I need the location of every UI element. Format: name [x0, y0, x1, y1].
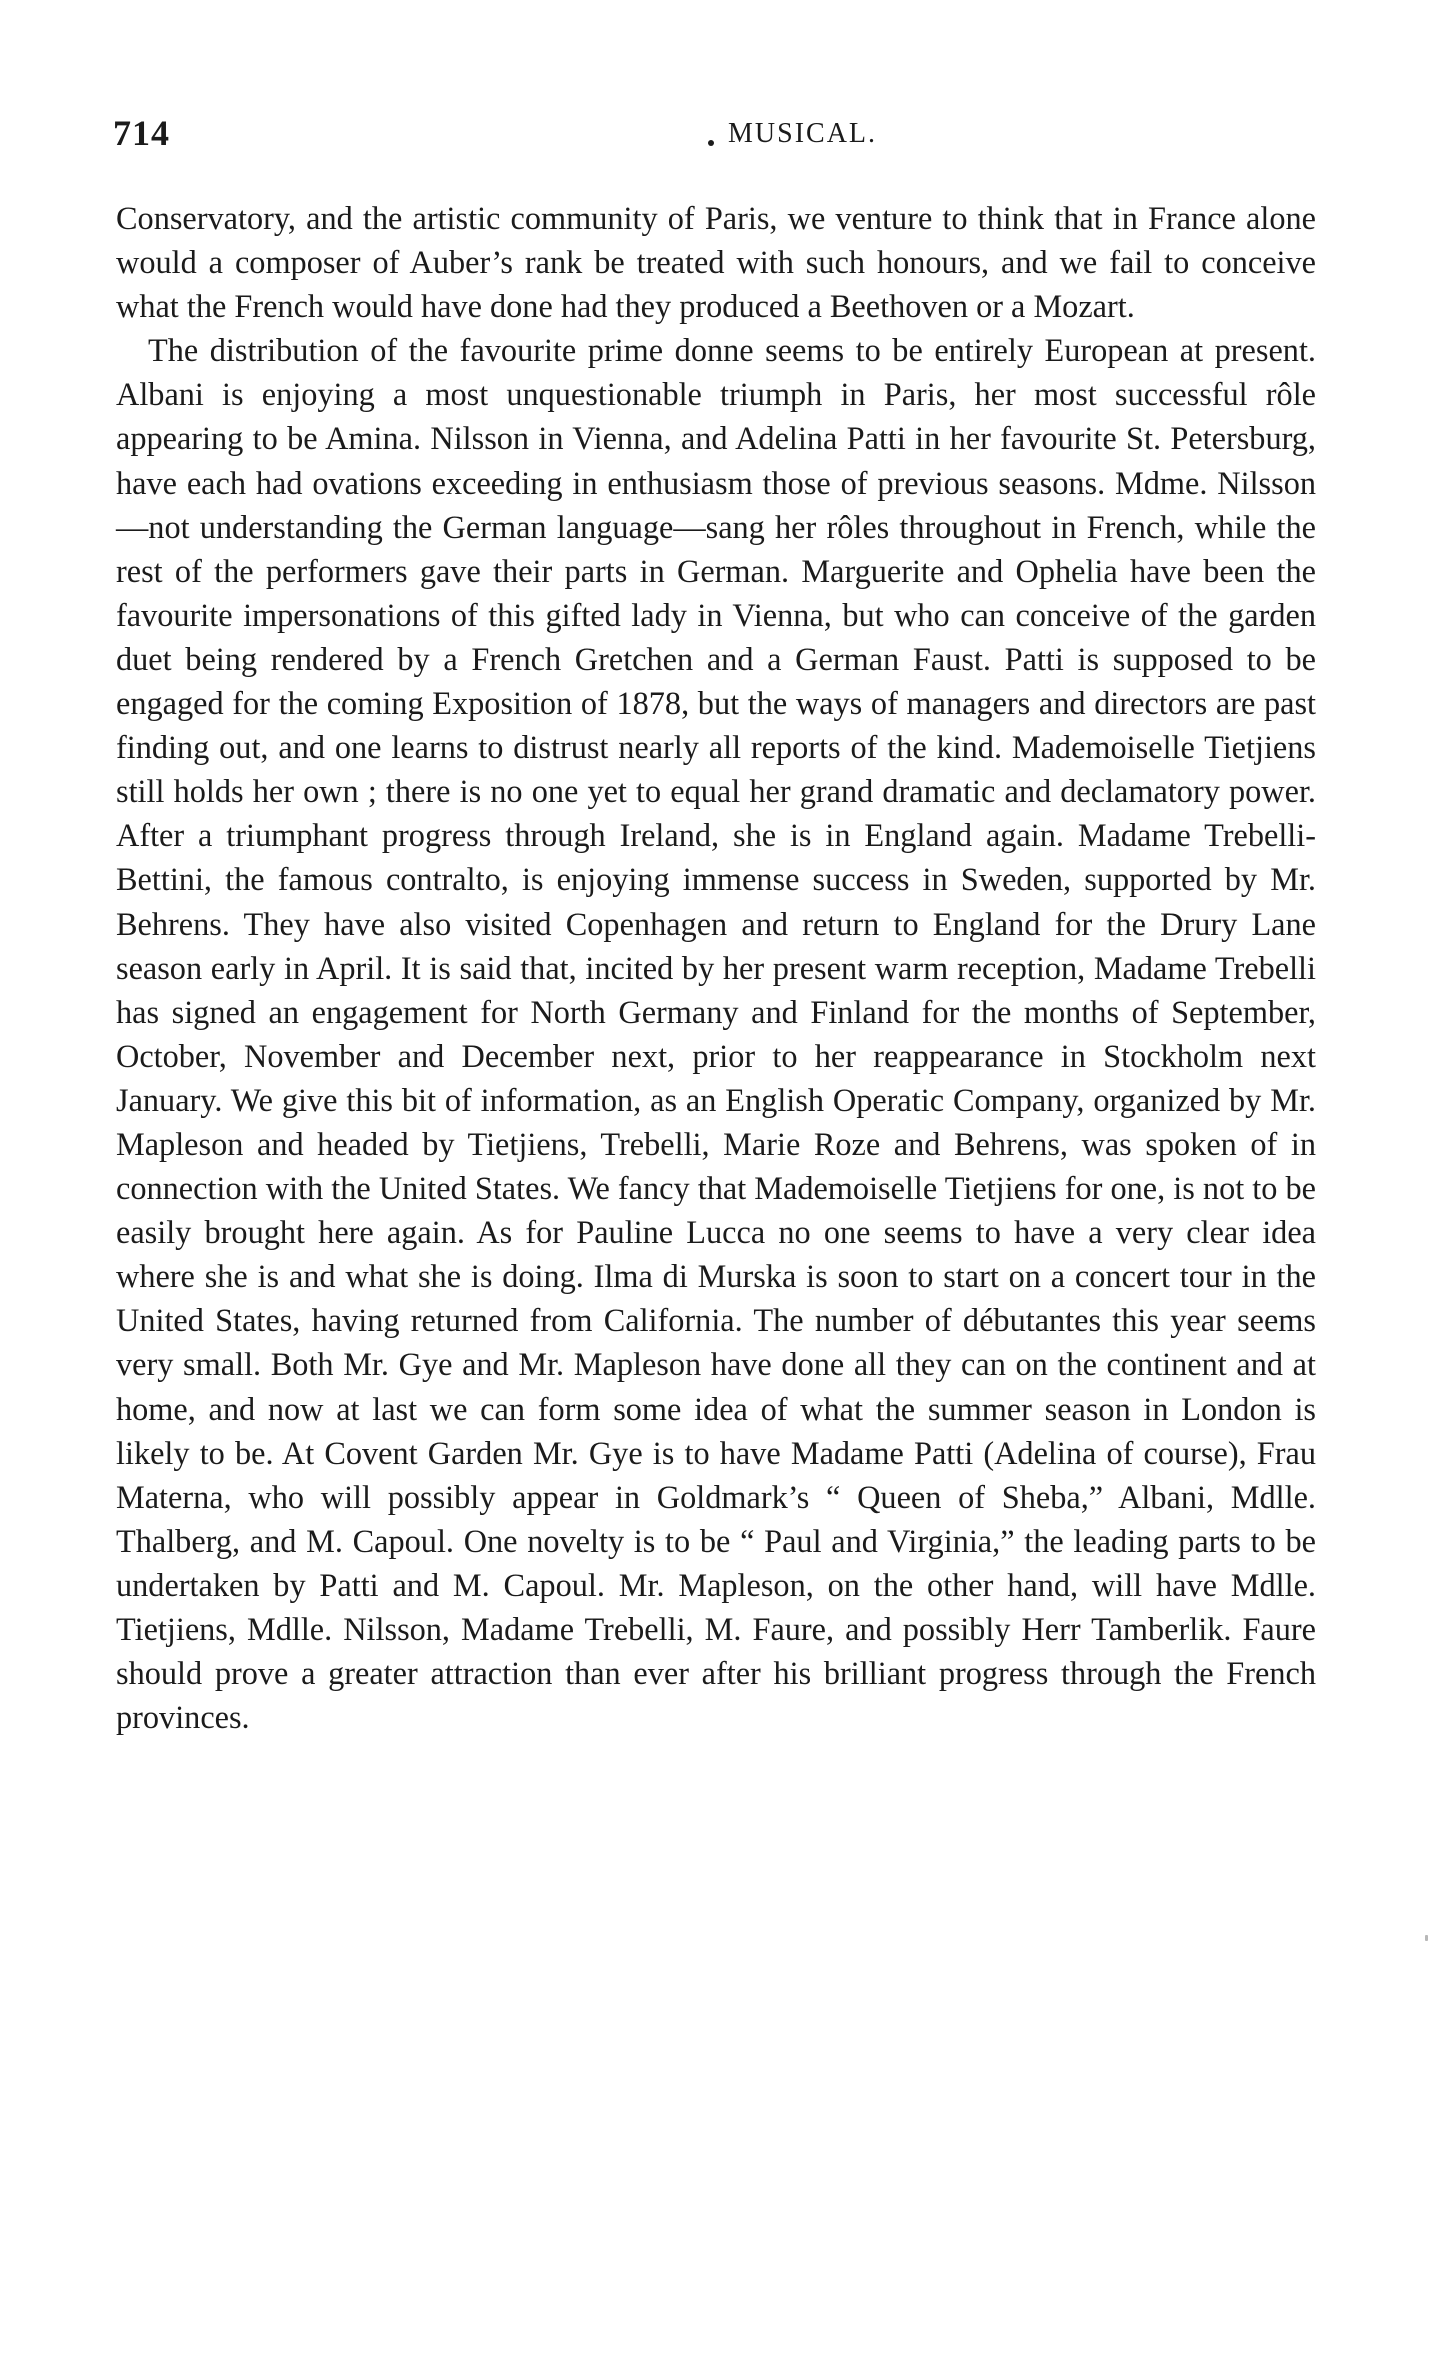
article-body	[116, 196, 1316, 1739]
paragraph-continuation: Conservatory, and the artistic community of Paris, we venture to think that in France alone would a composer of Auber’s rank be treated with such honours, and we fail to conceive what the French would have done had they produced a Beethoven or a Mozart.	[116, 200, 1316, 325]
paragraph-prime-donne: The distribution of the favourite prime donne seems to be entirely European at present. Albani is enjoying a most unquestionable triumph in Paris, her most successful rôle appearing to be Amina. Nilsson in Vienna, and Adelina Patti in her favourite St. Petersburg, have each had ovations exceeding in enthusiasm those of previous seasons. Mdme. Nilsson—not understanding the German language—sang her rôles throughout in French, while the rest of the performers gave their parts in German. Marguerite and Ophelia have been the favourite impersonations of this gifted lady in Vienna, but who can conceive of the garden duet being rendered by a French Gretchen and a German Faust. Patti is supposed to be engaged for the coming Exposition of 1878, but the ways of managers and directors are past finding out, and one learns to distrust nearly all reports of the kind. Mademoiselle Tietjiens still holds her own ; there is no one yet to equal her grand dramatic and declamatory power. After a triumphant progress through Ireland, she is in England again. Madame Trebelli-Bettini, the famous contralto, is enjoying immense success in Sweden, supported by Mr. Behrens. They have also visited Copenhagen and return to England for the Drury Lane season early in April. It is said that, incited by her present warm reception, Madame Trebelli has signed an engagement for North Germany and Finland for the months of September, October, November and December next, prior to her reappearance in Stockholm next January. We give this bit of information, as an English Operatic Company, organized by Mr. Mapleson and headed by Tietjiens, Trebelli, Marie Roze and Behrens, was spoken of in connection with the United States. We fancy that Mademoiselle Tietjiens for one, is not to be easily brought here again. As for Pauline Lucca no one seems to have a very clear idea where she is and what she is doing. Ilma di Murska is soon to start on a concert tour in the United States, having returned from California. The number of débutantes this year seems very small. Both Mr. Gye and Mr. Mapleson have done all they can on the continent and at home, and now at last we can form some idea of what the summer season in London is likely to be. At Covent Garden Mr. Gye is to have Madame Patti (Adelina of course), Frau Materna, who will possibly appear in Goldmark’s “ Queen of Sheba,” Albani, Mdlle. Thalberg, and M. Capoul. One novelty is to be “ Paul and Virginia,” the leading parts to be undertaken by Patti and M. Capoul. Mr. Mapleson, on the other hand, will have Mdlle. Tietjiens, Mdlle. Nilsson, Madame Trebelli, M. Faure, and possibly Herr Tamberlik. Faure should prove a greater attraction than ever after his brilliant progress through the French provinces.	[116, 332, 1316, 1736]
page-number: 714	[113, 113, 170, 153]
margin-speck	[1425, 1935, 1428, 1941]
header-ornament	[708, 140, 714, 146]
running-head	[113, 112, 1313, 162]
running-title: MUSICAL.	[728, 118, 878, 149]
